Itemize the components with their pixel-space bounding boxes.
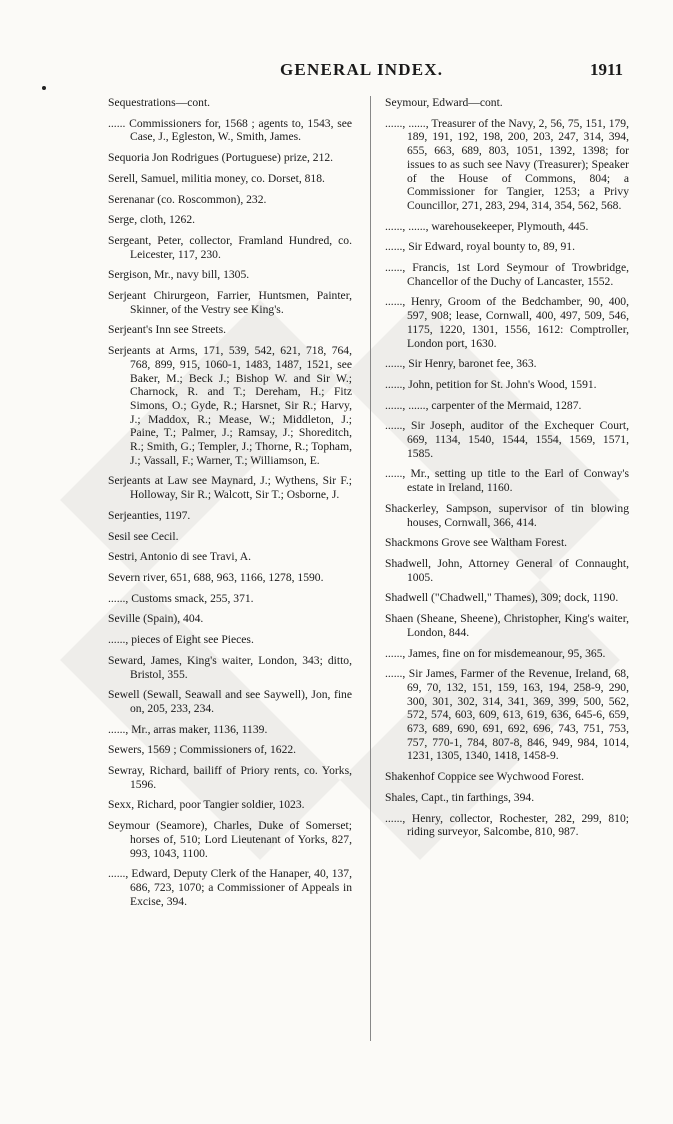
index-entry: ......, Henry, Groom of the Bedchamber, 90, 400, 597, 908; lease, Cornwall, 400, 497, 509, 546, 1175, 1220, 1301, 1556, 1612: Comptroller, London port, 1630. — [385, 295, 629, 350]
index-entry: Seward, James, King's waiter, London, 343; ditto, Bristol, 355. — [108, 653, 352, 681]
index-entry: Serjeants at Arms, 171, 539, 542, 621, 718, 764, 768, 899, 915, 1060-1, 1483, 1487, 1521, see Baker, M.; Beck J.; Bishop W. and Sir W.; Charnock, R. and T.; Dereham, H.; Fitz Simons, O.; Gyde, R.; Harsnet, Sir R.; Harvy, J.; Maddox, R.; Mease, W.; Middleton, J.; Paine, T.; Palmer, J.; Ramsay, J.; Shoreditch, R.; Smith, G.; Templer, J.; Thorne, R.; Topham, J.; Vassall, F.; Warner, T.; Williamson, E. — [108, 344, 352, 467]
index-entry: ......, Customs smack, 255, 371. — [108, 591, 254, 605]
index-entry: Serjeant Chirurgeon, Farrier, Huntsmen, Painter, Skinner, of the Vestry see King's. — [108, 289, 352, 316]
index-entry: Shakenhof Coppice see Wychwood Forest. — [385, 770, 585, 784]
index-entry: Serenanar (co. Roscommon), 232. — [108, 192, 267, 206]
index-entry: ......, John, petition for St. John's Wood, 1591. — [385, 377, 597, 391]
column-divider — [370, 96, 371, 1041]
index-entry: ......, Sir James, Farmer of the Revenue, Ireland, 68, 69, 70, 132, 151, 159, 163, 194, 258-9, 290, 300, 301, 302, 314, 341, 369, 399, 500, 562, 572, 574, 603, 609, 613, 619, 636, 645-6, 659, 673, 689, 690, 691, 692, 696, 743, 751, 753, 757, 770-1, 784, 807-8, 846, 949, 984, 1014, 1231, 1305, 1340, 1418, 1458-9. — [385, 667, 629, 763]
index-entry: Serjeant's Inn see Streets. — [108, 323, 226, 337]
index-entry: ......, ......, Treasurer of the Navy, 2, 56, 75, 151, 179, 189, 191, 192, 198, 200, 203, 247, 314, 394, 655, 663, 689, 803, 1051, 1392, 1398; for issues to as such see Navy (Treasurer); Speaker of the House of Commons, 804; a Commissioner for Tangier, 1253; a Privy Councillor, 271, 283, 294, 314, 354, 562, 568. — [385, 116, 629, 212]
index-entry: Serell, Samuel, militia money, co. Dorset, 818. — [108, 171, 325, 185]
page-header — [0, 56, 673, 86]
index-entry: ......, Mr., setting up title to the Earl of Conway's estate in Ireland, 1160. — [385, 467, 629, 495]
index-entry: Seville (Spain), 404. — [108, 612, 204, 626]
index-entry: Shadwell, John, Attorney General of Connaught, 1005. — [385, 556, 629, 584]
index-entry: Sestri, Antonio di see Travi, A. — [108, 550, 252, 564]
index-entry: ......, Edward, Deputy Clerk of the Hanaper, 40, 137, 686, 723, 1070; a Commissioner of Appeals in Excise, 394. — [108, 867, 352, 908]
margin-dot — [42, 86, 46, 90]
index-entry: Sewray, Richard, bailiff of Priory rents, co. Yorks, 1596. — [108, 764, 352, 791]
index-entry: ......, Francis, 1st Lord Seymour of Trowbridge, Chancellor of the Duchy of Lancaster, 1552. — [385, 261, 629, 288]
index-entry: ......, ......, carpenter of the Mermaid, 1287. — [385, 398, 582, 412]
index-entry: ......, Mr., arras maker, 1136, 1139. — [108, 722, 268, 736]
index-entry: Sexx, Richard, poor Tangier soldier, 1023. — [108, 798, 305, 812]
index-entry: ......, Sir Joseph, auditor of the Exchequer Court, 669, 1134, 1540, 1544, 1554, 1569, 1571, 1585. — [385, 419, 629, 460]
index-entry: Sewell (Sewall, Seawall and see Saywell), Jon, fine on, 205, 233, 234. — [108, 688, 352, 715]
index-entry: ...... Commissioners for, 1568 ; agents to, 1543, see Case, J., Egleston, W., Smith, James. — [108, 116, 352, 144]
index-entry: Serjeants at Law see Maynard, J.; Wythens, Sir F.; Holloway, Sir R.; Walcott, Sir T.; Osborne, J. — [108, 474, 352, 502]
index-entry: Shackmons Grove see Waltham Forest. — [385, 536, 568, 550]
index-column-right — [385, 96, 629, 846]
index-entry: Seymour (Seamore), Charles, Duke of Somerset; horses of, 510; Lord Lieutenant of Yorks, 827, 993, 1043, 1100. — [108, 819, 352, 860]
page-title: GENERAL INDEX. — [280, 60, 444, 79]
page-number: 1911 — [590, 60, 624, 79]
index-entry: Severn river, 651, 688, 963, 1166, 1278, 1590. — [108, 570, 324, 584]
index-entry: Sequestrations—cont. — [108, 96, 211, 109]
index-entry: Sergeant, Peter, collector, Framland Hundred, co. Leicester, 117, 230. — [108, 233, 352, 261]
index-entry: Serge, cloth, 1262. — [108, 213, 196, 227]
index-entry: ......, Sir Henry, baronet fee, 363. — [385, 357, 537, 371]
index-entry: ......, Sir Edward, royal bounty to, 89, 91. — [385, 240, 575, 254]
index-entry: Shales, Capt., tin farthings, 394. — [385, 790, 535, 804]
index-entry: Shadwell ("Chadwell," Thames), 309; dock, 1190. — [385, 591, 619, 605]
index-column-left — [108, 96, 352, 915]
index-entry: Shaen (Sheane, Sheene), Christopher, King's waiter, London, 844. — [385, 612, 629, 639]
index-entry: Sesil see Cecil. — [108, 529, 179, 543]
index-entry: Seymour, Edward—cont. — [385, 96, 503, 109]
index-entry: Sewers, 1569 ; Commissioners of, 1622. — [108, 743, 297, 757]
index-entry: ......, Henry, collector, Rochester, 282, 299, 810; riding surveyor, Salcombe, 810, 987. — [385, 811, 629, 839]
index-entry: ......, pieces of Eight see Pieces. — [108, 633, 254, 647]
index-entry: Sequoria Jon Rodrigues (Portuguese) prize, 212. — [108, 151, 334, 165]
index-entry: Serjeanties, 1197. — [108, 508, 191, 522]
index-entry: ......, James, fine on for misdemeanour, 95, 365. — [385, 646, 606, 660]
index-entry: ......, ......, warehousekeeper, Plymouth, 445. — [385, 219, 589, 233]
index-entry: Sergison, Mr., navy bill, 1305. — [108, 268, 250, 282]
index-entry: Shackerley, Sampson, supervisor of tin blowing houses, Cornwall, 366, 414. — [385, 501, 629, 529]
